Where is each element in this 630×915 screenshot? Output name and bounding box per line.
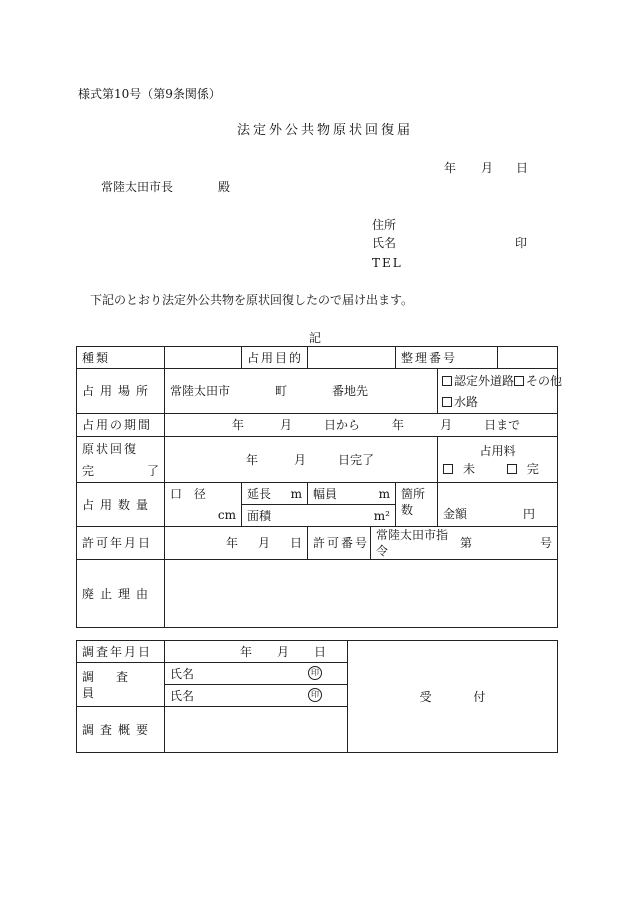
count-cell[interactable]: 箇所数 [396, 483, 438, 527]
road-option-2: その他 [526, 373, 563, 388]
ref-label-cell: 整理番号 [396, 347, 498, 369]
seal-2-icon: 印 [308, 688, 322, 702]
restore-label-cell: 原状回復 完 了 [77, 437, 165, 483]
fee-unpaid-label: 未 [463, 461, 476, 476]
receipt-cell[interactable] [348, 641, 558, 753]
reason-label-cell: 廃止理由 [77, 560, 165, 628]
inspector-label-cell: 調査員 [77, 663, 165, 707]
main-form-table [76, 346, 563, 628]
road-checkbox-3[interactable] [442, 397, 452, 407]
date-day-label: 日 [516, 161, 529, 175]
address-label: 住所 [372, 218, 397, 232]
permit-date-label-cell: 許可年月日 [77, 527, 165, 560]
permit-date-value[interactable]: 年 月 日 [165, 527, 308, 560]
seal-label: 印 [515, 236, 528, 250]
seal-1-icon: 印 [308, 666, 322, 680]
permit-city: 常陸太田市指令 [376, 528, 449, 558]
length-cell[interactable]: 延長 m [242, 483, 308, 505]
area-cell[interactable]: 面積 m² [242, 505, 396, 527]
period-to-day: 日まで [484, 418, 521, 432]
diameter-unit-cell[interactable]: cm [165, 505, 242, 527]
type-label-cell: 種類 [77, 347, 165, 369]
period-from-month: 月 [280, 418, 293, 432]
road-option-3: 水路 [454, 394, 479, 409]
survey-summary-value[interactable] [165, 707, 348, 753]
recipient: 常陸太田市長 [101, 180, 174, 194]
fee-paid-label: 完 [526, 461, 539, 476]
diameter-cell[interactable]: 口 径 [165, 483, 242, 505]
fee-paid-checkbox[interactable] [507, 464, 517, 474]
survey-form-table [76, 640, 558, 753]
date-year-label: 年 [444, 161, 457, 175]
inspector-1-cell[interactable]: 氏名 印 [165, 663, 348, 685]
period-label-cell: 占用の期間 [77, 414, 165, 437]
ref-value[interactable] [498, 347, 558, 369]
survey-date-value[interactable]: 年 月 日 [165, 641, 348, 663]
location-lot: 番地先 [332, 384, 369, 398]
permit-go: 号 [540, 536, 553, 550]
restore-date-value[interactable] [165, 437, 438, 483]
road-checkbox-1[interactable] [442, 376, 452, 386]
tel-label: TEL [372, 256, 403, 270]
page-title: 法定外公共物原状回復届 [237, 123, 414, 138]
restore-done: 日完了 [338, 452, 375, 467]
receipt-label-1: 受 [419, 689, 432, 704]
survey-summary-label-cell: 調査概要 [77, 707, 165, 753]
form-number: 様式第10号（第9条関係） [78, 87, 221, 101]
period-value[interactable] [165, 414, 558, 437]
location-value[interactable] [165, 369, 438, 414]
road-option-1: 認定外道路 [454, 373, 515, 388]
fee-unpaid-checkbox[interactable] [443, 464, 453, 474]
amount-cell[interactable] [438, 483, 558, 527]
yen-unit: 円 [523, 506, 536, 521]
location-label-cell: 占用場所 [77, 369, 165, 414]
permit-dai: 第 [459, 536, 472, 550]
restore-month: 月 [294, 452, 307, 467]
purpose-value[interactable] [308, 347, 396, 369]
purpose-label-cell: 占用目的 [242, 347, 308, 369]
honorific: 殿 [218, 180, 231, 194]
period-from-year: 年 [232, 418, 245, 432]
restore-year: 年 [246, 452, 259, 467]
location-town: 町 [275, 384, 288, 398]
name-label: 氏名 [372, 236, 397, 250]
road-checkbox-2[interactable] [514, 376, 524, 386]
amount-label: 金額 [443, 506, 468, 521]
date-month-label: 月 [481, 161, 494, 175]
intro-text: 下記のとおり法定外公共物を原状回復したので届け出ます。 [90, 293, 414, 307]
type-value[interactable] [165, 347, 242, 369]
width-cell[interactable]: 幅員 m [308, 483, 396, 505]
fee-label: 占用料 [479, 443, 516, 458]
permit-no-label-cell: 許可番号 [308, 527, 371, 560]
receipt-label-2: 付 [473, 689, 486, 704]
permit-no-value[interactable] [371, 527, 558, 560]
road-type-cell [438, 369, 563, 414]
quantity-label-cell: 占用数量 [77, 483, 165, 527]
period-to-year: 年 [392, 418, 405, 432]
reason-value[interactable] [165, 560, 558, 628]
ki-label: 記 [309, 331, 322, 345]
period-to-month: 月 [440, 418, 453, 432]
inspector-2-cell[interactable]: 氏名 印 [165, 685, 348, 707]
location-city: 常陸太田市 [170, 384, 231, 398]
survey-date-label-cell: 調査年月日 [77, 641, 165, 663]
fee-status-cell [438, 437, 558, 483]
period-from-day: 日から [324, 418, 361, 432]
